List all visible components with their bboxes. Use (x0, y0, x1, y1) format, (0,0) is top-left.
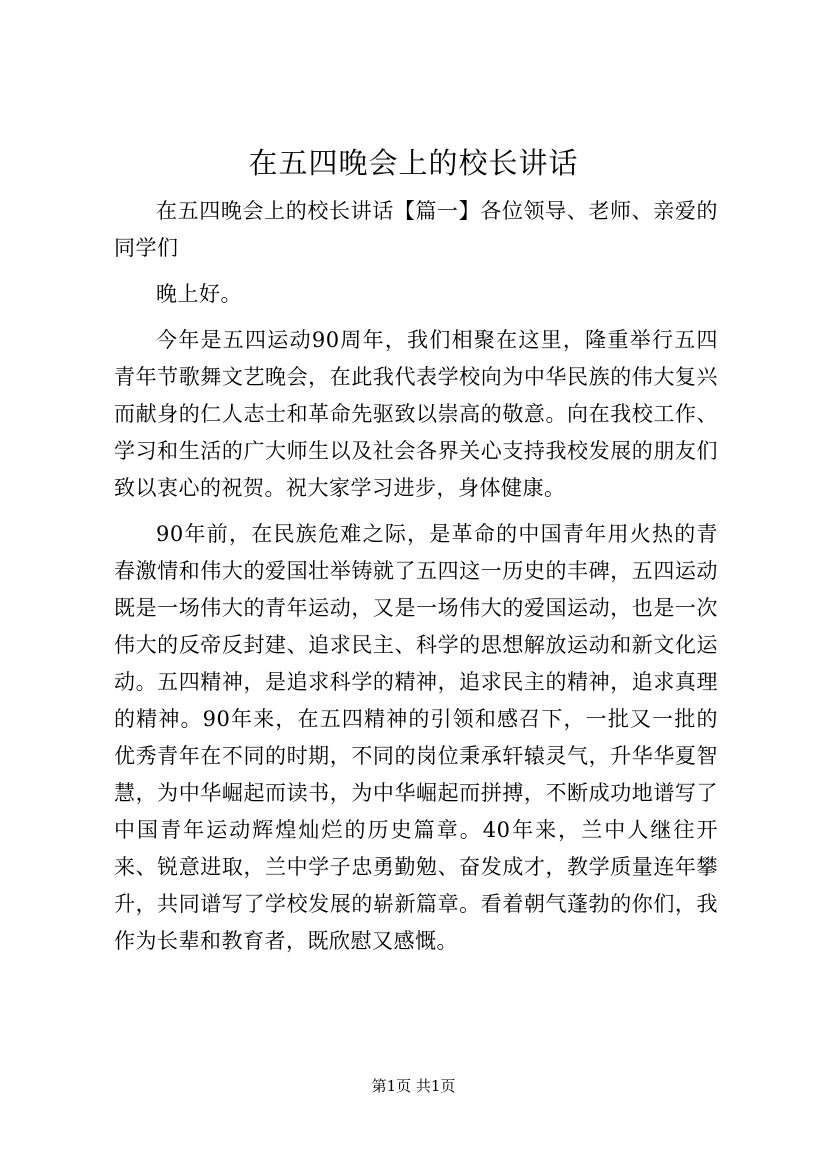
paragraph-good-evening: 晚上好。 (156, 282, 242, 306)
paragraph-greeting: 在五四晚会上的校长讲话【篇一】各位领导、老师、亲爱的同学们 (114, 199, 718, 260)
paragraph-anniversary: 今年是五四运动90周年，我们相聚在这里，隆重举行五四青年节歌舞文艺晚会，在此我代表学校向为中华民族的伟大复兴而献身的仁人志士和革命先驱致以崇高的敬意。向在我校工作、学习和生活的广大师生以及社会各界关心支持我校发展的朋友们致以衷心的祝贺。祝大家学习进步，身体健康。 (114, 328, 718, 500)
document-title: 在五四晚会上的校长讲话 (248, 146, 579, 180)
document-body (114, 193, 718, 960)
paragraph-history: 90年前，在民族危难之际，是革命的中国青年用火热的青春激情和伟大的爱国壮举铸就了五四这一历史的丰碑，五四运动既是一场伟大的青年运动，又是一场伟大的爱国运动，也是一次伟大的反帝反封建、追求民主、科学的思想解放运动和新文化运动。五四精神，是追求科学的精神，追求民主的精神，追求真理的精神。90年来，在五四精神的引领和感召下，一批又一批的优秀青年在不同的时期，不同的岗位秉承轩辕灵气，升华华夏智慧，为中华崛起而读书，为中华崛起而拼搏，不断成功地谱写了中国青年运动辉煌灿烂的历史篇章。40年来，兰中人继往开来、锐意进取，兰中学子忠勇勤勉、奋发成才，教学质量连年攀升，共同谱写了学校发展的崭新篇章。看着朝气蓬勃的你们，我作为长辈和教育者，既欣慰又感慨。 (114, 522, 718, 953)
page-number-footer: 第1页 共1页 (371, 1077, 456, 1095)
